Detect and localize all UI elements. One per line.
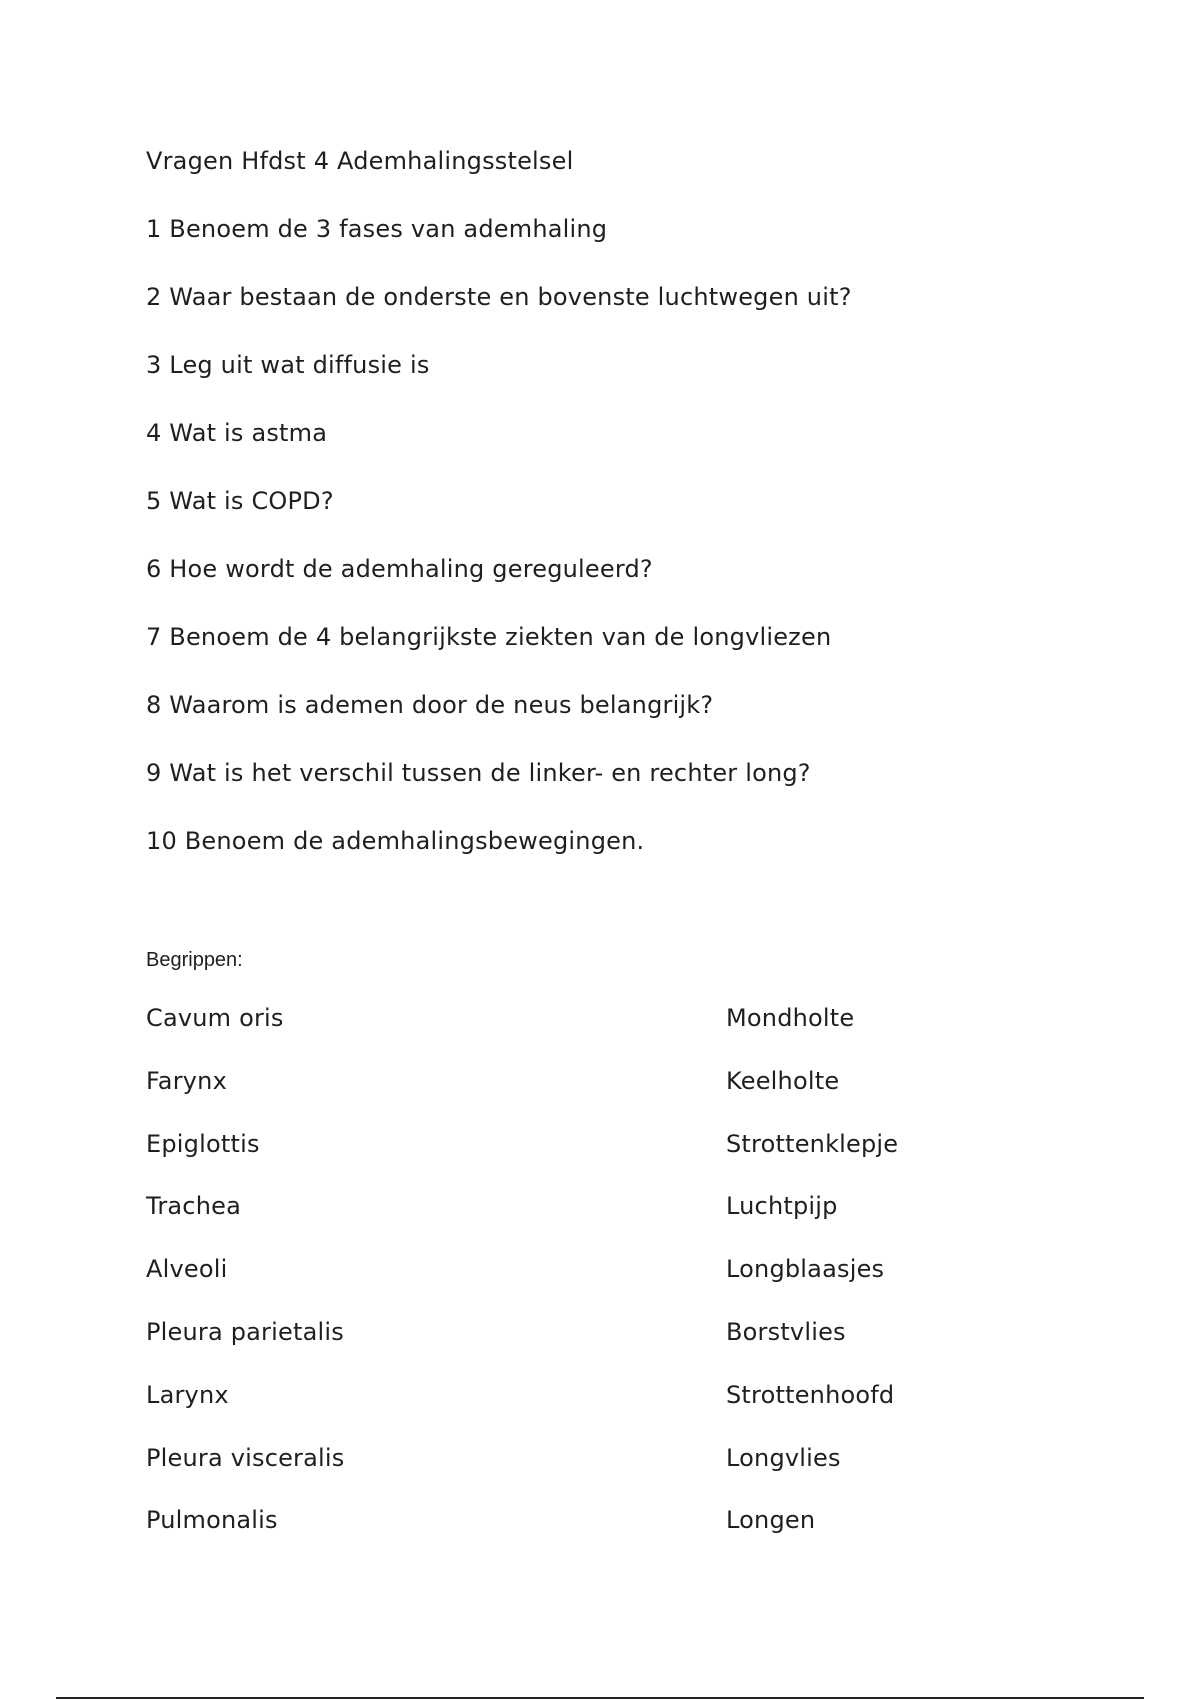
question-item: 4 Wat is astma xyxy=(146,419,328,447)
term-latin: Pleura parietalis xyxy=(146,1317,344,1346)
term-dutch: Strottenhoofd xyxy=(726,1380,895,1409)
term-dutch: Strottenklepje xyxy=(726,1129,899,1158)
terms-list xyxy=(146,1003,1046,1568)
term-latin: Epiglottis xyxy=(146,1129,260,1158)
question-item: 5 Wat is COPD? xyxy=(146,487,334,515)
term-dutch: Borstvlies xyxy=(726,1317,846,1346)
term-row xyxy=(146,1443,1046,1506)
term-row xyxy=(146,1003,1046,1066)
question-item: 9 Wat is het verschil tussen de linker- en rechter long? xyxy=(146,759,811,787)
question-item: 1 Benoem de 3 fases van ademhaling xyxy=(146,215,608,243)
question-list xyxy=(146,214,852,894)
term-row xyxy=(146,1191,1046,1254)
term-dutch: Longvlies xyxy=(726,1443,841,1472)
term-dutch: Longen xyxy=(726,1506,816,1535)
term-dutch: Keelholte xyxy=(726,1066,840,1095)
term-latin: Farynx xyxy=(146,1066,227,1095)
term-row xyxy=(146,1505,1046,1568)
question-item: 2 Waar bestaan de onderste en bovenste luchtwegen uit? xyxy=(146,283,852,311)
term-latin: Alveoli xyxy=(146,1255,228,1284)
term-row xyxy=(146,1129,1046,1192)
term-dutch: Luchtpijp xyxy=(726,1192,838,1221)
terms-heading: Begrippen: xyxy=(146,949,243,971)
question-item: 6 Hoe wordt de ademhaling gereguleerd? xyxy=(146,555,653,583)
term-dutch: Mondholte xyxy=(726,1004,855,1032)
term-latin: Pleura visceralis xyxy=(146,1443,345,1472)
footer-divider xyxy=(56,1697,1144,1699)
term-latin: Pulmonalis xyxy=(146,1506,278,1535)
question-item: 3 Leg uit wat diffusie is xyxy=(146,351,430,379)
term-row xyxy=(146,1254,1046,1317)
question-item: 7 Benoem de 4 belangrijkste ziekten van de longvliezen xyxy=(146,623,832,651)
term-row xyxy=(146,1317,1046,1380)
term-latin: Larynx xyxy=(146,1380,229,1409)
term-dutch: Longblaasjes xyxy=(726,1255,885,1284)
question-item: 10 Benoem de ademhalingsbewegingen. xyxy=(146,827,645,855)
term-latin: Cavum oris xyxy=(146,1004,284,1032)
question-item: 8 Waarom is ademen door de neus belangrijk? xyxy=(146,691,714,719)
term-latin: Trachea xyxy=(146,1192,241,1221)
term-row xyxy=(146,1380,1046,1443)
term-row xyxy=(146,1066,1046,1129)
document-title: Vragen Hfdst 4 Ademhalingsstelsel xyxy=(146,147,574,175)
